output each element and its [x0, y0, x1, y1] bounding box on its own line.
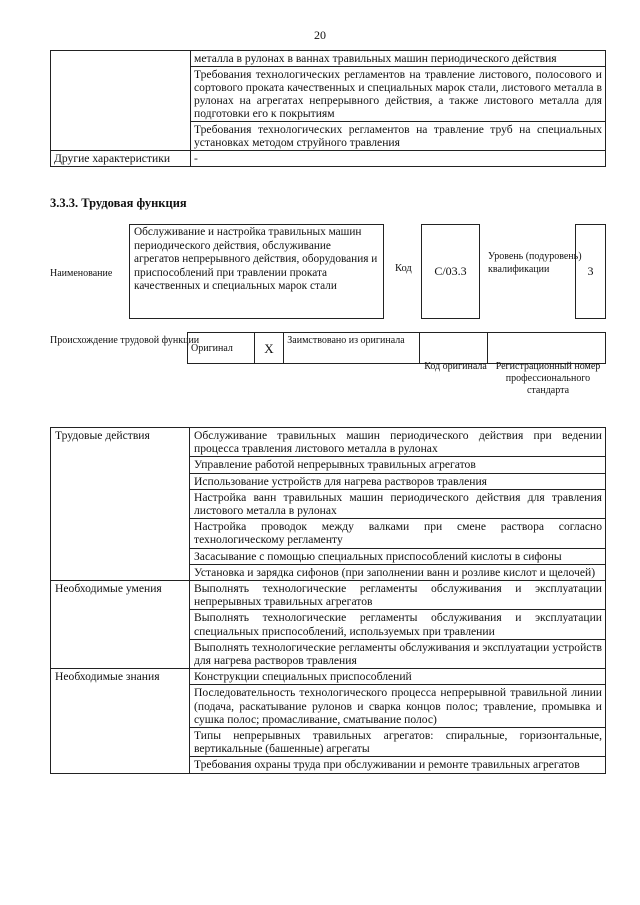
- table-row: Выполнять технологические регламенты обслуживания и эксплуатации устройств для нагрева растворов травления: [190, 639, 606, 668]
- registration-number-caption: Регистрационный номер профессионального стандарта: [495, 361, 601, 396]
- origin-table: [187, 332, 606, 364]
- table-row: Требования технологических регламентов на травление листового, полосового и сортового проката качественных и специальных марок стали, листового металла в рулонах на агрегатах непрерывного действия, а также листового металла для подготовки его к покрытиям: [191, 67, 606, 122]
- table-row: Требования технологических регламентов на травление труб на специальных установках методом струйного травления: [191, 122, 606, 151]
- table-row: Типы непрерывных травильных агрегатов: спиральные, горизонтальные, вертикальные (башенные) агрегаты: [190, 728, 606, 757]
- original-code-caption: Код оригинала: [424, 361, 487, 372]
- table-row: Настройка проводок между валками при смене раствора согласно технологическому регламенту: [190, 519, 606, 548]
- empty-label-cell: [51, 51, 191, 151]
- table-row: Конструкции специальных приспособлений: [190, 669, 606, 685]
- function-name-box: Обслуживание и настройка травильных машин периодического действия, обслуживание агрегатов непрерывного действия, оборудования и приспособлений при травлении проката качественных и специальных марок стали: [129, 224, 384, 319]
- table-row: Последовательность технологического процесса непрерывной травильной линии (подача, раскатывание рулонов и сварка концов полос; травление, промывка и сушка полос; промасливание, сматывание полос): [190, 685, 606, 728]
- registration-number-cell: [488, 333, 606, 364]
- group-label: Необходимые умения: [51, 581, 190, 669]
- section-title: 3.3.3. Трудовая функция: [50, 196, 187, 210]
- group-label: Необходимые знания: [51, 669, 190, 773]
- page-number: 20: [314, 28, 326, 42]
- table-row: металла в рулонах в ваннах травильных машин периодического действия: [191, 51, 606, 67]
- original-mark: X: [254, 333, 284, 364]
- code-label: Код: [395, 263, 412, 274]
- other-characteristics-value: -: [191, 151, 606, 167]
- other-characteristics-label: Другие характеристики: [51, 151, 191, 167]
- borrowed-label: Заимствовано из оригинала: [284, 333, 419, 364]
- table-row: Выполнять технологические регламенты обслуживания и эксплуатации специальных приспособлений, используемых при травлении: [190, 610, 606, 639]
- qualification-level-label: Уровень (подуровень) квалификации: [488, 251, 582, 275]
- table-row: Настройка ванн травильных машин периодического действия для травления листового металла в рулонах: [190, 489, 606, 518]
- table-row: Требования охраны труда при обслуживании и ремонте травильных агрегатов: [190, 757, 606, 773]
- origin-label: Происхождение трудовой функции: [50, 335, 200, 346]
- group-label: Трудовые действия: [51, 428, 190, 581]
- original-code-cell: [419, 333, 488, 364]
- function-code-box: С/03.3: [421, 224, 480, 319]
- table-row: Засасывание с помощью специальных приспособлений кислоты в сифоны: [190, 548, 606, 564]
- labor-function-table: [50, 427, 606, 774]
- qualification-level-box: 3: [575, 224, 606, 319]
- table-row: Выполнять технологические регламенты обслуживания и эксплуатации непрерывных травильных агрегатов: [190, 581, 606, 610]
- table-row: Использование устройств для нагрева растворов травления: [190, 473, 606, 489]
- characteristics-table-continued: [50, 50, 606, 167]
- table-row: Обслуживание травильных машин периодического действия при ведении процесса травления листового металла в рулонах: [190, 428, 606, 457]
- name-label: Наименование: [50, 268, 113, 279]
- table-row: Управление работой непрерывных травильных агрегатов: [190, 457, 606, 473]
- original-label: Оригинал: [188, 333, 255, 364]
- table-row: Установка и зарядка сифонов (при заполнении ванн и розливе кислот и щелочей): [190, 564, 606, 580]
